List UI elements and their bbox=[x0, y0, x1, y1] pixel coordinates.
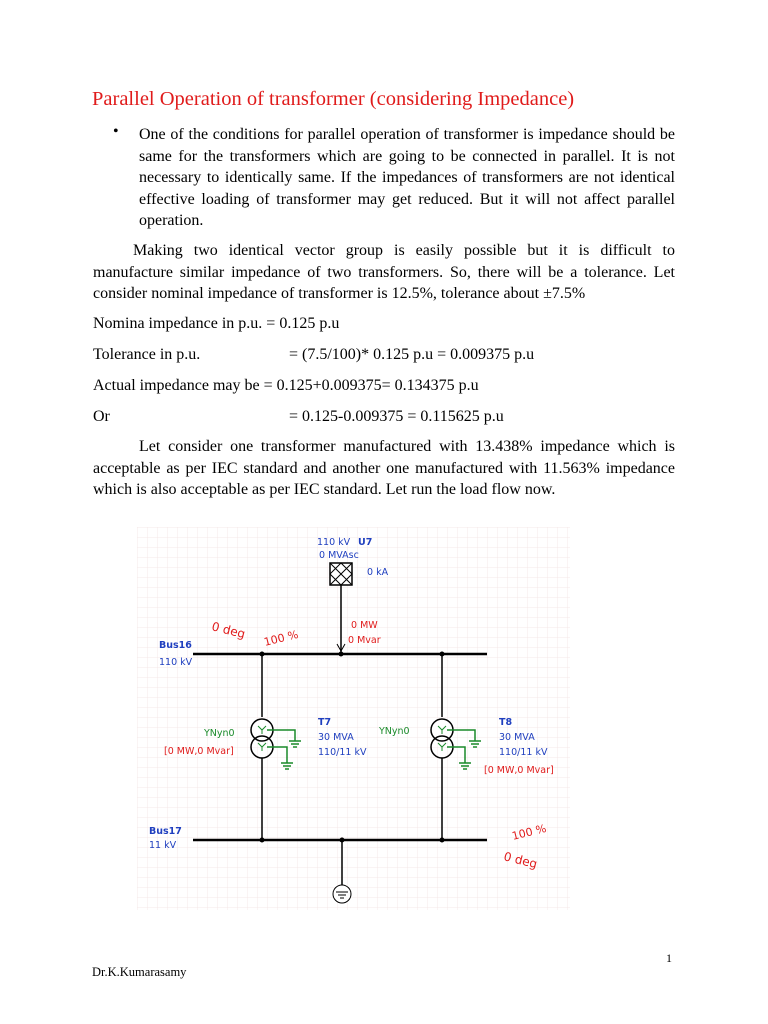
bullet-paragraph: One of the conditions for parallel operation of transformer is impedance should be same for the transformers which are going to be connected in parallel. It is not necessary to identically same. If the impedances of transformers are not identical effective loading of transformer may get reduced. But it will not affect parallel operation. bbox=[139, 126, 675, 229]
equation-or-label: Or bbox=[93, 408, 110, 425]
bus17-angle: 0 deg bbox=[502, 849, 539, 872]
t8-id: T8 bbox=[499, 717, 513, 728]
bus17-node-t8 bbox=[440, 838, 445, 843]
diagram-svg bbox=[137, 527, 570, 910]
t7-rating: 30 MVA bbox=[318, 732, 354, 743]
t7-vector-group: YNyn0 bbox=[204, 728, 235, 739]
bus16-angle: 0 deg bbox=[210, 619, 247, 642]
bus16-kv: 110 kV bbox=[159, 657, 193, 668]
t8-flow: [0 MW,0 Mvar] bbox=[484, 765, 554, 776]
single-line-diagram bbox=[137, 527, 570, 910]
equation-actual-impedance: Actual impedance may be = 0.125+0.009375= 0.134375 p.u bbox=[93, 377, 479, 394]
flow-mvar: 0 Mvar bbox=[348, 635, 381, 646]
source-id: U7 bbox=[358, 537, 373, 548]
page-title: Parallel Operation of transformer (considering Impedance) bbox=[92, 88, 575, 110]
bus17-kv: 11 kV bbox=[149, 840, 177, 851]
t7-id: T7 bbox=[318, 717, 332, 728]
flow-mw: 0 MW bbox=[351, 620, 378, 631]
body-paragraph-1: Making two identical vector group is easily possible but it is difficult to manufacture similar impedance of two transformers. So, there will be a tolerance. Let consider nominal impedance of transformer is 12.5%, tolerance about ±7.5% bbox=[93, 242, 675, 302]
page-number: 1 bbox=[666, 951, 672, 965]
bus17-node-t7 bbox=[260, 838, 265, 843]
body-paragraph-2: Let consider one transformer manufactured with 13.438% impedance which is acceptable as per IEC standard and another one manufactured with 11.563% impedance which is also acceptable as per IEC standard. Let run the load flow now. bbox=[93, 438, 675, 498]
bus17-name: Bus17 bbox=[149, 826, 182, 837]
equation-nominal-impedance: Nomina impedance in p.u. = 0.125 p.u bbox=[93, 315, 340, 332]
bus16-percent: 100 % bbox=[262, 627, 300, 649]
t8-rating: 30 MVA bbox=[499, 732, 535, 743]
source-ka: 0 kA bbox=[367, 567, 389, 578]
t8-vector-group: YNyn0 bbox=[379, 726, 410, 737]
bullet-marker: • bbox=[113, 123, 119, 140]
source-voltage: 110 kV bbox=[317, 537, 351, 548]
footer-author: Dr.K.Kumarasamy bbox=[92, 965, 187, 979]
earthing-symbol bbox=[333, 885, 351, 903]
t7-flow: [0 MW,0 Mvar] bbox=[164, 746, 234, 757]
bus17-percent: 100 % bbox=[510, 821, 548, 843]
bus16-name: Bus16 bbox=[159, 640, 192, 651]
equation-or-value: = 0.125-0.009375 = 0.115625 p.u bbox=[289, 408, 504, 425]
source-mvasc: 0 MVAsc bbox=[319, 550, 359, 561]
t7-ratio: 110/11 kV bbox=[318, 747, 367, 758]
equation-tolerance-value: = (7.5/100)* 0.125 p.u = 0.009375 p.u bbox=[289, 346, 535, 363]
t8-ratio: 110/11 kV bbox=[499, 747, 548, 758]
bus16-node-source bbox=[339, 652, 344, 657]
equation-tolerance-label: Tolerance in p.u. bbox=[93, 346, 201, 363]
